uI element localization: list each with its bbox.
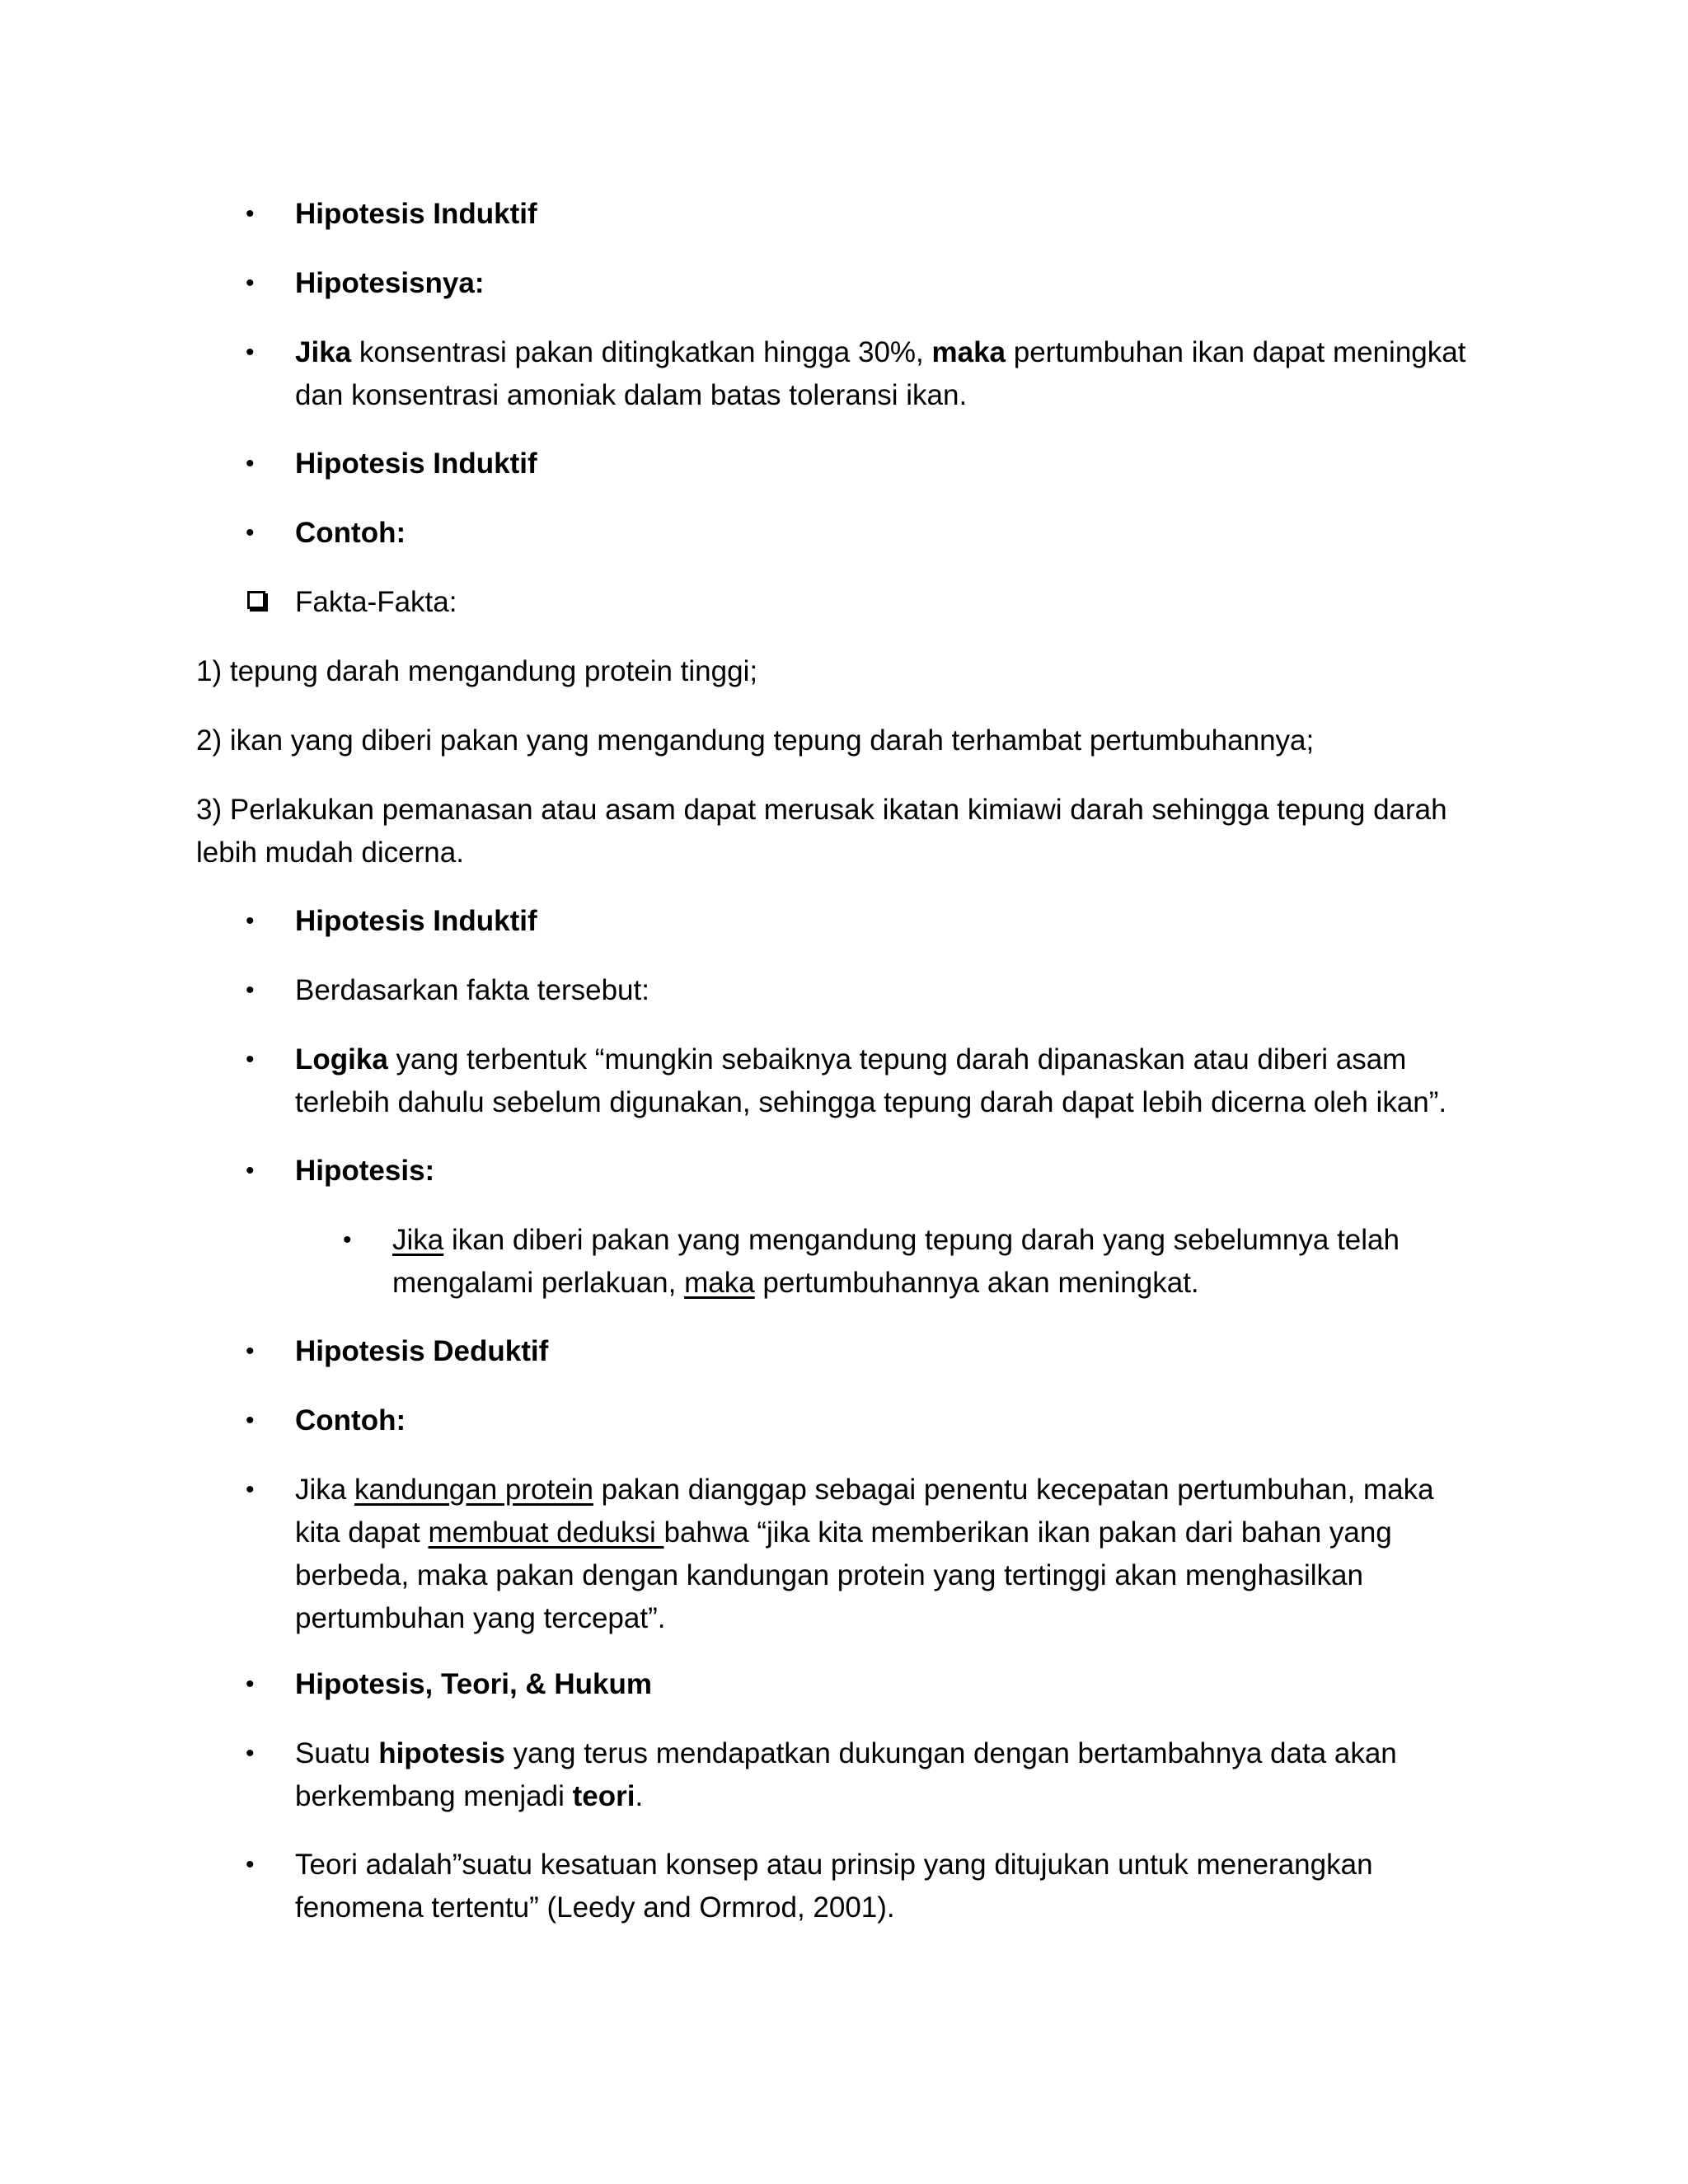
list-item-text: Hipotesisnya: xyxy=(295,267,485,299)
checkbox-bullet-icon xyxy=(247,591,265,609)
bullet-icon: • xyxy=(246,1476,255,1503)
bullet-icon: • xyxy=(246,200,255,227)
list-item-text: Suatu hipotesis yang terus mendapatkan dukungan dengan bertambahnya data akan berkembang menjadi teori. xyxy=(295,1737,1397,1812)
bullet-icon: • xyxy=(246,1407,255,1434)
bullet-icon: • xyxy=(246,1338,255,1365)
bullet-icon: • xyxy=(246,1851,255,1878)
bullet-icon: • xyxy=(246,907,255,935)
list-item-text: Jika ikan diberi pakan yang mengandung tepung darah yang sebelumnya telah mengalami perlakuan, maka pertumbuhannya akan meningkat. xyxy=(392,1224,1400,1299)
list-item-text: Fakta-Fakta: xyxy=(295,586,457,618)
bullet-icon: • xyxy=(246,1157,255,1184)
list-item-text: Hipotesis, Teori, & Hukum xyxy=(295,1668,653,1700)
list-item-text: Hipotesis Induktif xyxy=(295,448,537,480)
paragraph: 1) tepung darah mengandung protein tinggi; xyxy=(196,655,758,687)
list-item-text: Logika yang terbentuk “mungkin sebaiknya tepung darah dipanaskan atau diberi asam terlebih dahulu sebelum digunakan, sehingga tepung darah dapat lebih dicerna oleh ikan”. xyxy=(295,1043,1447,1118)
paragraph: 2) ikan yang diberi pakan yang mengandung tepung darah terhambat pertumbuhannya; xyxy=(196,724,1315,757)
paragraph: 3) Perlakukan pemanasan atau asam dapat merusak ikatan kimiawi darah sehingga tepung darah lebih mudah dicerna. xyxy=(196,794,1447,869)
bullet-icon: • xyxy=(246,269,255,297)
list-item-text: Hipotesis Induktif xyxy=(295,905,537,937)
bullet-icon: • xyxy=(246,450,255,477)
list-item-text: Contoh: xyxy=(295,1404,406,1436)
bullet-icon: • xyxy=(246,1046,255,1073)
list-item-text: Jika kandungan protein pakan dianggap sebagai penentu kecepatan pertumbuhan, maka kita dapat membuat deduksi bahwa “jika kita memberikan ikan pakan dari bahan yang berbeda, maka pakan dengan kandungan protein yang tertinggi akan menghasilkan pertumbuhan yang tercepat”. xyxy=(295,1474,1434,1634)
list-item-text: Jika konsentrasi pakan ditingkatkan hingga 30%, maka pertumbuhan ikan dapat meningkat dan konsentrasi amoniak dalam batas toleransi ikan. xyxy=(295,336,1466,411)
bullet-icon: • xyxy=(246,1671,255,1698)
bullet-icon: • xyxy=(343,1226,352,1254)
list-item-text: Hipotesis Induktif xyxy=(295,198,537,230)
list-item-text: Berdasarkan fakta tersebut: xyxy=(295,974,649,1006)
list-item-text: Teori adalah”suatu kesatuan konsep atau prinsip yang ditujukan untuk menerangkan fenomena tertentu” (Leedy and Ormrod, 2001). xyxy=(295,1849,1373,1924)
list-item-text: Hipotesis: xyxy=(295,1155,435,1187)
bullet-icon: • xyxy=(246,519,255,546)
bullet-icon: • xyxy=(246,977,255,1004)
list-item-text: Contoh: xyxy=(295,517,406,549)
list-item-text: Hipotesis Deduktif xyxy=(295,1335,549,1367)
bullet-icon: • xyxy=(246,339,255,366)
bullet-icon: • xyxy=(246,1740,255,1767)
